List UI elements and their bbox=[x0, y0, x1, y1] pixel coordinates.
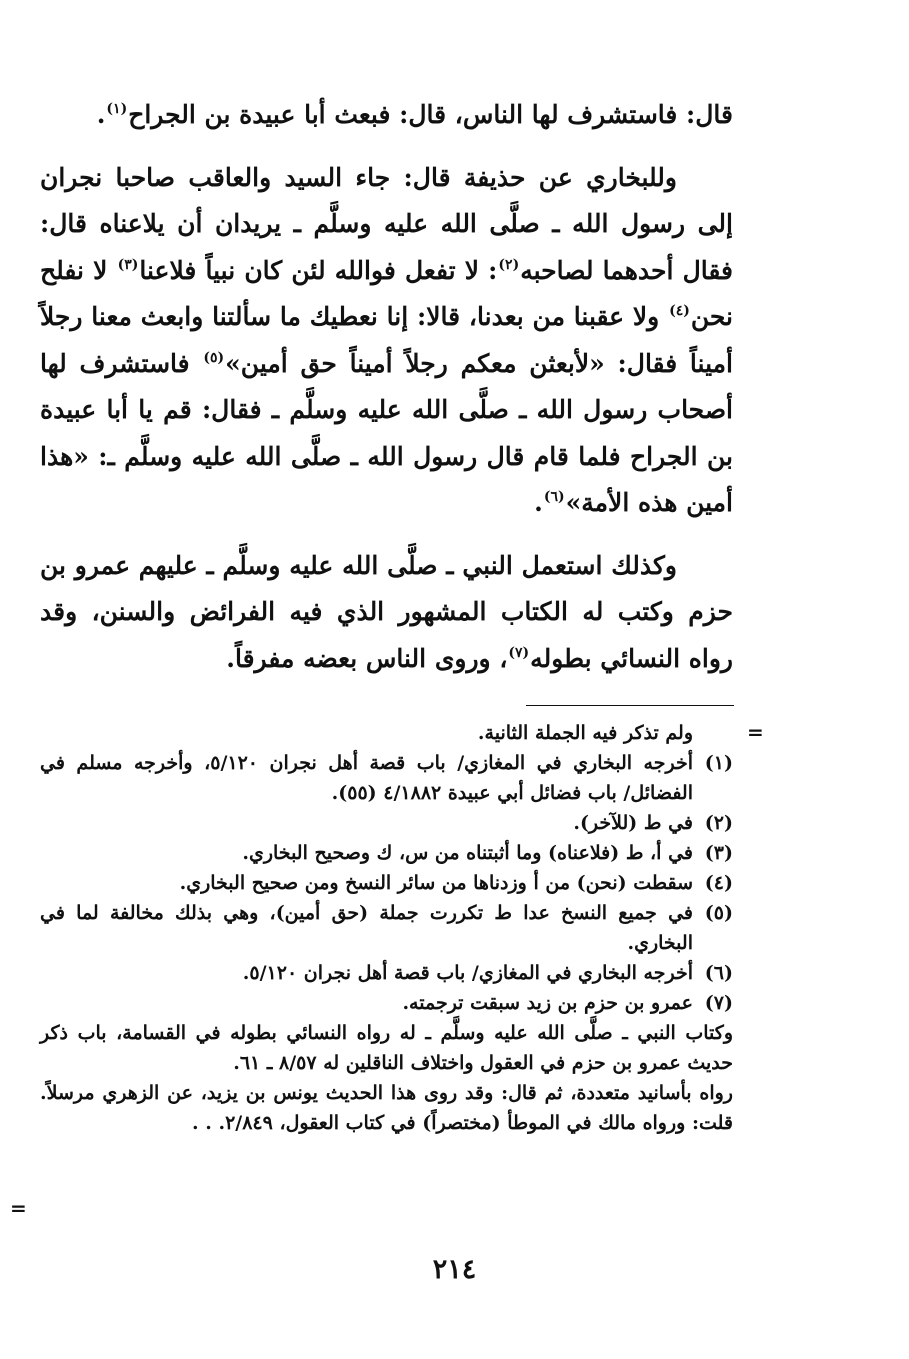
footnote-item-6 bbox=[40, 958, 733, 988]
footnote-number: (٣) bbox=[704, 842, 733, 864]
footnote-number: (٤) bbox=[704, 872, 733, 894]
footnote-text: سقطت (نحن) من أ وزدناها من سائر النسخ ومن صحيح البخاري. bbox=[179, 872, 693, 894]
footnote-item-7 bbox=[40, 988, 733, 1018]
paragraph-1-text: قال: فاستشرف لها الناس، قال: فبعث أبا عبيدة بن الجراح bbox=[128, 100, 733, 129]
page-number: ٢١٤ bbox=[432, 1254, 477, 1285]
footnote-ref-3[interactable]: (٣) bbox=[117, 256, 139, 273]
footnote-text: أخرجه البخاري في المغازي/ باب قصة أهل نجران ٥/١٢٠، وأخرجه مسلم في الفضائل/ باب فضائل أبي عبيدة ٤/١٨٨٢ (٥٥). bbox=[40, 752, 693, 804]
continuation-mark-top: = bbox=[747, 720, 764, 744]
paragraph-2 bbox=[40, 155, 733, 527]
footnote-ref-2[interactable]: (٢) bbox=[498, 256, 520, 273]
paragraph-3-end: ، وروى الناس بعضه مفرقاً. bbox=[226, 643, 508, 673]
footnote-text: في ط (للآخر). bbox=[573, 812, 693, 834]
paragraph-2-seg-2: لا نفلح نحن bbox=[40, 255, 733, 331]
footnote-item-5 bbox=[40, 898, 733, 958]
footnote-item-4 bbox=[40, 868, 733, 898]
footnote-lead-line: ولم تذكر فيه الجملة الثانية. bbox=[477, 722, 693, 744]
continuation-mark-bottom: = bbox=[10, 1196, 27, 1220]
paragraph-3-text: وكذلك استعمل النبي ـ صلَّى الله عليه وسلَّم ـ عليهم عمرو بن حزم وكتب له الكتاب المشهور الذي فيه الفرائض والسنن، وقد رواه النسائي بطوله bbox=[40, 550, 733, 673]
footnote-ref-4[interactable]: (٤) bbox=[669, 303, 690, 319]
footnote-number: (١) bbox=[704, 752, 733, 774]
footnote-number: (٦) bbox=[704, 962, 733, 984]
footnote-text: أخرجه البخاري في المغازي/ باب قصة أهل نجران ٥/١٢٠. bbox=[242, 962, 693, 984]
paragraph-2-seg-4: فاستشرف لها أصحاب رسول الله ـ صلَّى الله عليه وسلَّم ـ فقال: قم يا أبا عبيدة بن الجراح فلما قام قال رسول الله ـ صلَّى الله عليه وسلَّم ـ: «هذا أمين هذه الأمة» bbox=[40, 348, 733, 517]
paragraph-1-end: . bbox=[96, 100, 106, 129]
footnote-ref-7[interactable]: (٧) bbox=[508, 644, 530, 661]
footnote-item-1 bbox=[40, 748, 733, 808]
paragraph-1 bbox=[40, 92, 733, 139]
footnote-text: في جميع النسخ عدا ط تكررت جملة (حق أمين)، وهي بذلك مخالفة لما في البخاري. bbox=[40, 902, 693, 954]
footnote-ref-1[interactable]: (١) bbox=[106, 101, 128, 117]
footnote-ref-5[interactable]: (٥) bbox=[203, 349, 225, 366]
footnote-number: (٢) bbox=[704, 812, 733, 834]
footnote-text: في أ، ط (فلاعناه) وما أثبتناه من س، ك وصحيح البخاري. bbox=[242, 842, 693, 864]
footnote-number: (٧) bbox=[704, 992, 733, 1014]
footnote-text: عمرو بن حزم بن زيد سبقت ترجمته. bbox=[402, 992, 693, 1014]
footnote-item-2 bbox=[40, 808, 733, 838]
footnote-tail-2: رواه بأسانيد متعددة، ثم قال: وقد روى هذا الحديث يونس بن يزيد، عن الزهري مرسلاً. قلت: ورواه مالك في الموطأ (مختصراً) في كتاب العقول، ٢/٨٤٩. . . bbox=[40, 1082, 733, 1134]
paragraph-2-seg-3: ولا عقبنا من بعدنا، قالا: إنا نعطيك ما سألتنا وابعث معنا رجلاً أميناً فقال: «لأبعثن معكم رجلاً أميناً حق أمين» bbox=[40, 302, 733, 378]
footnote-divider bbox=[526, 705, 734, 706]
footnote-number: (٥) bbox=[704, 902, 733, 924]
main-text bbox=[40, 92, 733, 682]
paragraph-2-text: وللبخاري عن حذيفة قال: جاء السيد والعاقب صاحبا نجران إلى رسول الله ـ صلَّى الله عليه وسلَّم ـ يريدان أن يلاعناه قال: فقال أحدهما لصاحبه bbox=[40, 162, 733, 285]
footnote-item-3 bbox=[40, 838, 733, 868]
footnotes bbox=[40, 718, 733, 1138]
footnote-ref-6[interactable]: (٦) bbox=[543, 489, 565, 505]
footnote-tail-1: وكتاب النبي ـ صلَّى الله عليه وسلَّم ـ له رواه النسائي بطوله في القسامة، باب ذكر حديث عمرو بن حزم في العقول واختلاف الناقلين له ٨/٥٧ ـ ٦١. bbox=[40, 1022, 733, 1074]
paragraph-2-seg-1: : لا تفعل فوالله لئن كان نبياً فلاعنا bbox=[139, 255, 498, 285]
paragraph-2-end: . bbox=[534, 488, 543, 517]
paragraph-3 bbox=[40, 543, 733, 683]
